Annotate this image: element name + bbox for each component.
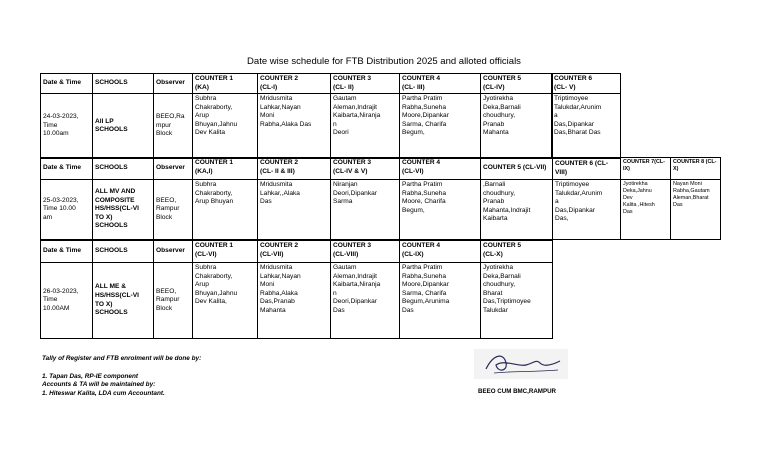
row2-counter-3: Niranjan Deori,Dipankar Sarma <box>331 180 400 240</box>
row2-counter-1: Subhra Chakraborty, Arup Bhuyan <box>193 180 258 240</box>
header3-date-time: Date & Time <box>41 241 93 263</box>
row2-counter-8: Nayan Moni Rabha,Gautam Aleman,Bharat Das <box>671 180 721 240</box>
header2-date-time: Date & Time <box>41 158 93 180</box>
row1-counter-6: Triptimoyee Talukdar,Arunim a Das,Dipankar Das,Bharat Das <box>552 94 621 159</box>
row2-counter-4: Partha Pratim Rabha,Suneha Moore, Charifa Begum, <box>400 180 481 240</box>
row3-date: 26-03-2023, Time 10.00AM <box>41 263 93 339</box>
row3-observer: BEEO, Rampur Block <box>154 263 193 339</box>
header2-counter-7: COUNTER 7(CL-IX) <box>621 158 671 180</box>
note-accounts-officer: 1. Hiteswar Kalita, LDA cum Accountant. <box>42 389 165 397</box>
row3-schools: ALL ME & HS/HSS(CL-VI TO X) SCHOOLS <box>93 263 154 339</box>
header2-schools: SCHOOLS <box>93 158 154 180</box>
header-counter-6: COUNTER 6 (CL- V) <box>552 74 621 94</box>
schedule-block-1 <box>40 73 553 159</box>
header3-counter-4: COUNTER 4 (CL-IX) <box>400 241 481 263</box>
header2-counter-6: COUNTER 6 (CL-VIII) <box>553 158 621 180</box>
notes <box>42 355 201 399</box>
note-tally: Tally of Register and FTB enrolment will be done by: <box>42 355 202 362</box>
row1-counter-2: Mridusmita Lahkar,Nayan Moni Rabha,Alaka Das <box>258 94 331 159</box>
page-title: Date wise schedule for FTB Distribution 2025 and alloted officials <box>247 56 521 67</box>
header-counter-2: COUNTER 2 (CL-I) <box>258 74 331 94</box>
note-accounts: Accounts & TA will be maintained by: <box>42 381 156 389</box>
signature-image <box>474 349 568 379</box>
header-counter-3: COUNTER 3 (CL- II) <box>331 74 400 94</box>
schedule-block-3 <box>40 240 553 339</box>
row2-counter-2: Mridusmita Lahkar,,Alaka Das <box>258 180 331 240</box>
header-counter-1: COUNTER 1 (KA) <box>193 74 258 94</box>
schedule-block-1-counter-6 <box>551 73 621 159</box>
row2-date: 25-03-2023, Time 10.00 am <box>41 180 93 240</box>
row2-schools: ALL MV AND COMPOSITE HS/HSS(CL-VI TO X) SCHOOLS <box>93 180 154 240</box>
header3-counter-2: COUNTER 2 (CL-VII) <box>258 241 331 263</box>
header-schools: SCHOOLS <box>93 74 154 94</box>
header2-counter-8: COUNTER 8 (CL-X) <box>671 158 721 180</box>
row1-date: 24-03-2023, Time 10.00am <box>41 94 93 159</box>
signature-label: BEEO CUM BMC,RAMPUR <box>478 388 557 395</box>
header3-counter-1: COUNTER 1 (CL-VI) <box>193 241 258 263</box>
header2-counter-5: COUNTER 5 (CL-VII) <box>481 158 553 180</box>
row3-counter-4: Partha Pratim Rabha,Suneha Moore,Dipankar Sarma, Charifa Begum,Arunima Das <box>400 263 481 339</box>
header-counter-5: COUNTER 5 (CL-IV) <box>481 74 553 94</box>
row1-counter-3: Gautam Aleman,Indrajit Kaibarta,Niranja n Deori <box>331 94 400 159</box>
header2-counter-2: COUNTER 2 (CL- II & III) <box>258 158 331 180</box>
header2-counter-3: COUNTER 3 (CL-IV & V) <box>331 158 400 180</box>
row1-observer: BEEO,Ra mpur Block <box>154 94 193 159</box>
header2-counter-1: COUNTER 1 (KA,I) <box>193 158 258 180</box>
header-counter-4: COUNTER 4 (CL- III) <box>400 74 481 94</box>
header2-counter-4: COUNTER 4 (CL-VI) <box>400 158 481 180</box>
header3-counter-3: COUNTER 3 (CL-VIII) <box>331 241 400 263</box>
row2-counter-5: ,Barnali choudhury, Pranab Mahanta,Indrajit Kaibarta <box>481 180 553 240</box>
row1-counter-5: Jyotirekha Deka,Barnali choudhury, Pranab Mahanta <box>481 94 553 159</box>
row2-counter-7: Jyotirekha Deka,Jahnu Dev Kalita ,Hitesh Das <box>621 180 671 240</box>
schedule-block-2 <box>40 157 721 240</box>
row3-counter-1: Subhra Chakraborty, Arup Bhuyan,Jahnu Dev Kalita, <box>193 263 258 339</box>
row3-counter-5: Jyotirekha Deka,Barnali choudhury, Bharat Das,Triptimoyee Talukdar <box>481 263 553 339</box>
row1-schools: All LP SCHOOLS <box>93 94 154 159</box>
row3-counter-3: Gautam Aleman,Indrajit Kaibarta,Niranja n Deori,Dipankar Das <box>331 263 400 339</box>
header3-counter-5: COUNTER 5 (CL-X) <box>481 241 553 263</box>
header2-observer: Observer <box>154 158 193 180</box>
note-tally-officer: 1. Tapan Das, RP-IE component <box>42 372 138 380</box>
row2-observer: BEEO, Rampur Block <box>154 180 193 240</box>
header-observer: Observer <box>154 74 193 94</box>
row1-counter-1: Subhra Chakraborty, Arup Bhuyan,Jahnu Dev Kalita <box>193 94 258 159</box>
header3-observer: Observer <box>154 241 193 263</box>
row2-counter-6: Triptimoyee Talukdar,Arunim a Das,Dipankar Das, <box>553 180 621 240</box>
row1-counter-4: Partha Pratim Rabha,Suneha Moore,Dipankar Sarma, Charifa Begum, <box>400 94 481 159</box>
header3-schools: SCHOOLS <box>93 241 154 263</box>
row3-counter-2: Mridusmita Lahkar,Nayan Moni Rabha,Alaka Das,Pranab Mahanta <box>258 263 331 339</box>
header-date-time: Date & Time <box>41 74 93 94</box>
